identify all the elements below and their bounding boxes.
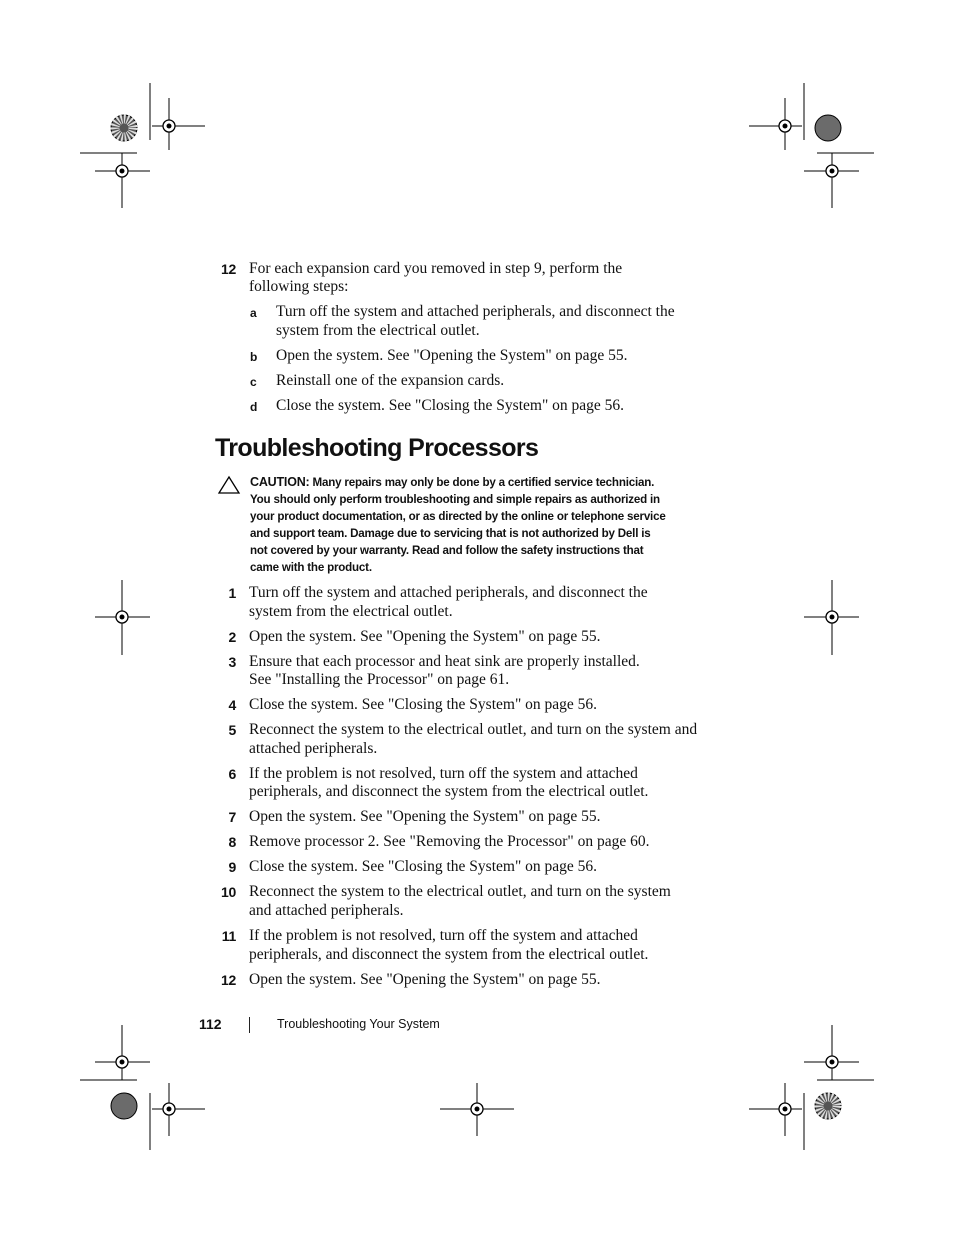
step-number: 12 bbox=[221, 261, 236, 277]
page-number: 112 bbox=[199, 1016, 222, 1032]
step-number: 10 bbox=[221, 884, 236, 900]
caution-text-line: and support team. Damage due to servicing that is not authorized by Dell is bbox=[250, 527, 651, 540]
substep-letter: b bbox=[250, 350, 258, 364]
step-text-line: Open the system. See "Opening the System" on page 55. bbox=[249, 971, 601, 988]
step-number: 2 bbox=[228, 629, 236, 645]
substep-text-line: system from the electrical outlet. bbox=[276, 322, 480, 339]
section-title: Troubleshooting Processors bbox=[215, 434, 539, 462]
step-text-line: peripherals, and disconnect the system from the electrical outlet. bbox=[249, 783, 649, 800]
step-text-line: For each expansion card you removed in step 9, perform the bbox=[249, 260, 623, 277]
substep-letter: c bbox=[250, 375, 257, 389]
footer-divider bbox=[249, 1017, 250, 1033]
footer-section-title: Troubleshooting Your System bbox=[277, 1017, 440, 1031]
caution-label: CAUTION: bbox=[250, 475, 310, 489]
substep-text-line: Open the system. See "Opening the System" on page 55. bbox=[276, 347, 628, 364]
step-text-line: Turn off the system and attached peripherals, and disconnect the bbox=[249, 584, 648, 601]
step-number: 1 bbox=[228, 585, 236, 601]
step-number: 4 bbox=[228, 697, 236, 713]
step-text-line: Open the system. See "Opening the System" on page 55. bbox=[249, 628, 601, 645]
caution-triangle-icon bbox=[217, 475, 241, 495]
step-text-line: Close the system. See "Closing the System" on page 56. bbox=[249, 696, 598, 713]
step-text-line: attached peripherals. bbox=[249, 740, 378, 757]
step-text-line: system from the electrical outlet. bbox=[249, 603, 453, 620]
step-text-line: If the problem is not resolved, turn off the system and attached bbox=[249, 927, 638, 944]
step-text-line: peripherals, and disconnect the system from the electrical outlet. bbox=[249, 946, 649, 963]
substep-letter: a bbox=[250, 306, 257, 320]
caution-text-line: came with the product. bbox=[250, 561, 372, 574]
substep-text-line: Reinstall one of the expansion cards. bbox=[276, 372, 505, 389]
step-number: 3 bbox=[228, 654, 236, 670]
step-text-line: Close the system. See "Closing the System" on page 56. bbox=[249, 858, 598, 875]
caution-text-line: You should only perform troubleshooting and simple repairs as authorized in bbox=[250, 493, 660, 506]
step-number: 12 bbox=[221, 972, 236, 988]
step-text-line: If the problem is not resolved, turn off the system and attached bbox=[249, 765, 638, 782]
step-text-line: See "Installing the Processor" on page 61. bbox=[249, 671, 510, 688]
substep-text-line: Turn off the system and attached peripherals, and disconnect the bbox=[276, 303, 675, 320]
caution-text-line: your product documentation, or as directed by the online or telephone service bbox=[250, 510, 666, 523]
step-number: 9 bbox=[228, 859, 236, 875]
substep-letter: d bbox=[250, 400, 258, 414]
caution-text-line: Many repairs may only be done by a certified service technician. bbox=[312, 476, 655, 489]
step-text-line: Open the system. See "Opening the System" on page 55. bbox=[249, 808, 601, 825]
step-number: 11 bbox=[221, 928, 236, 944]
caution-text-line: not covered by your warranty. Read and follow the safety instructions that bbox=[250, 544, 644, 557]
step-number: 7 bbox=[228, 809, 236, 825]
step-text-line: Reconnect the system to the electrical outlet, and turn on the system and bbox=[249, 721, 698, 738]
step-text-line: Ensure that each processor and heat sink are properly installed. bbox=[249, 653, 640, 670]
step-text-line: Reconnect the system to the electrical outlet, and turn on the system bbox=[249, 883, 671, 900]
step-number: 6 bbox=[228, 766, 236, 782]
substep-text-line: Close the system. See "Closing the System" on page 56. bbox=[276, 397, 625, 414]
step-text-line: Remove processor 2. See "Removing the Processor" on page 60. bbox=[249, 833, 650, 850]
step-number: 5 bbox=[228, 722, 236, 738]
step-text-line: and attached peripherals. bbox=[249, 902, 404, 919]
step-number: 8 bbox=[228, 834, 236, 850]
caution-first-line bbox=[250, 474, 654, 491]
step-text-line: following steps: bbox=[249, 278, 349, 295]
